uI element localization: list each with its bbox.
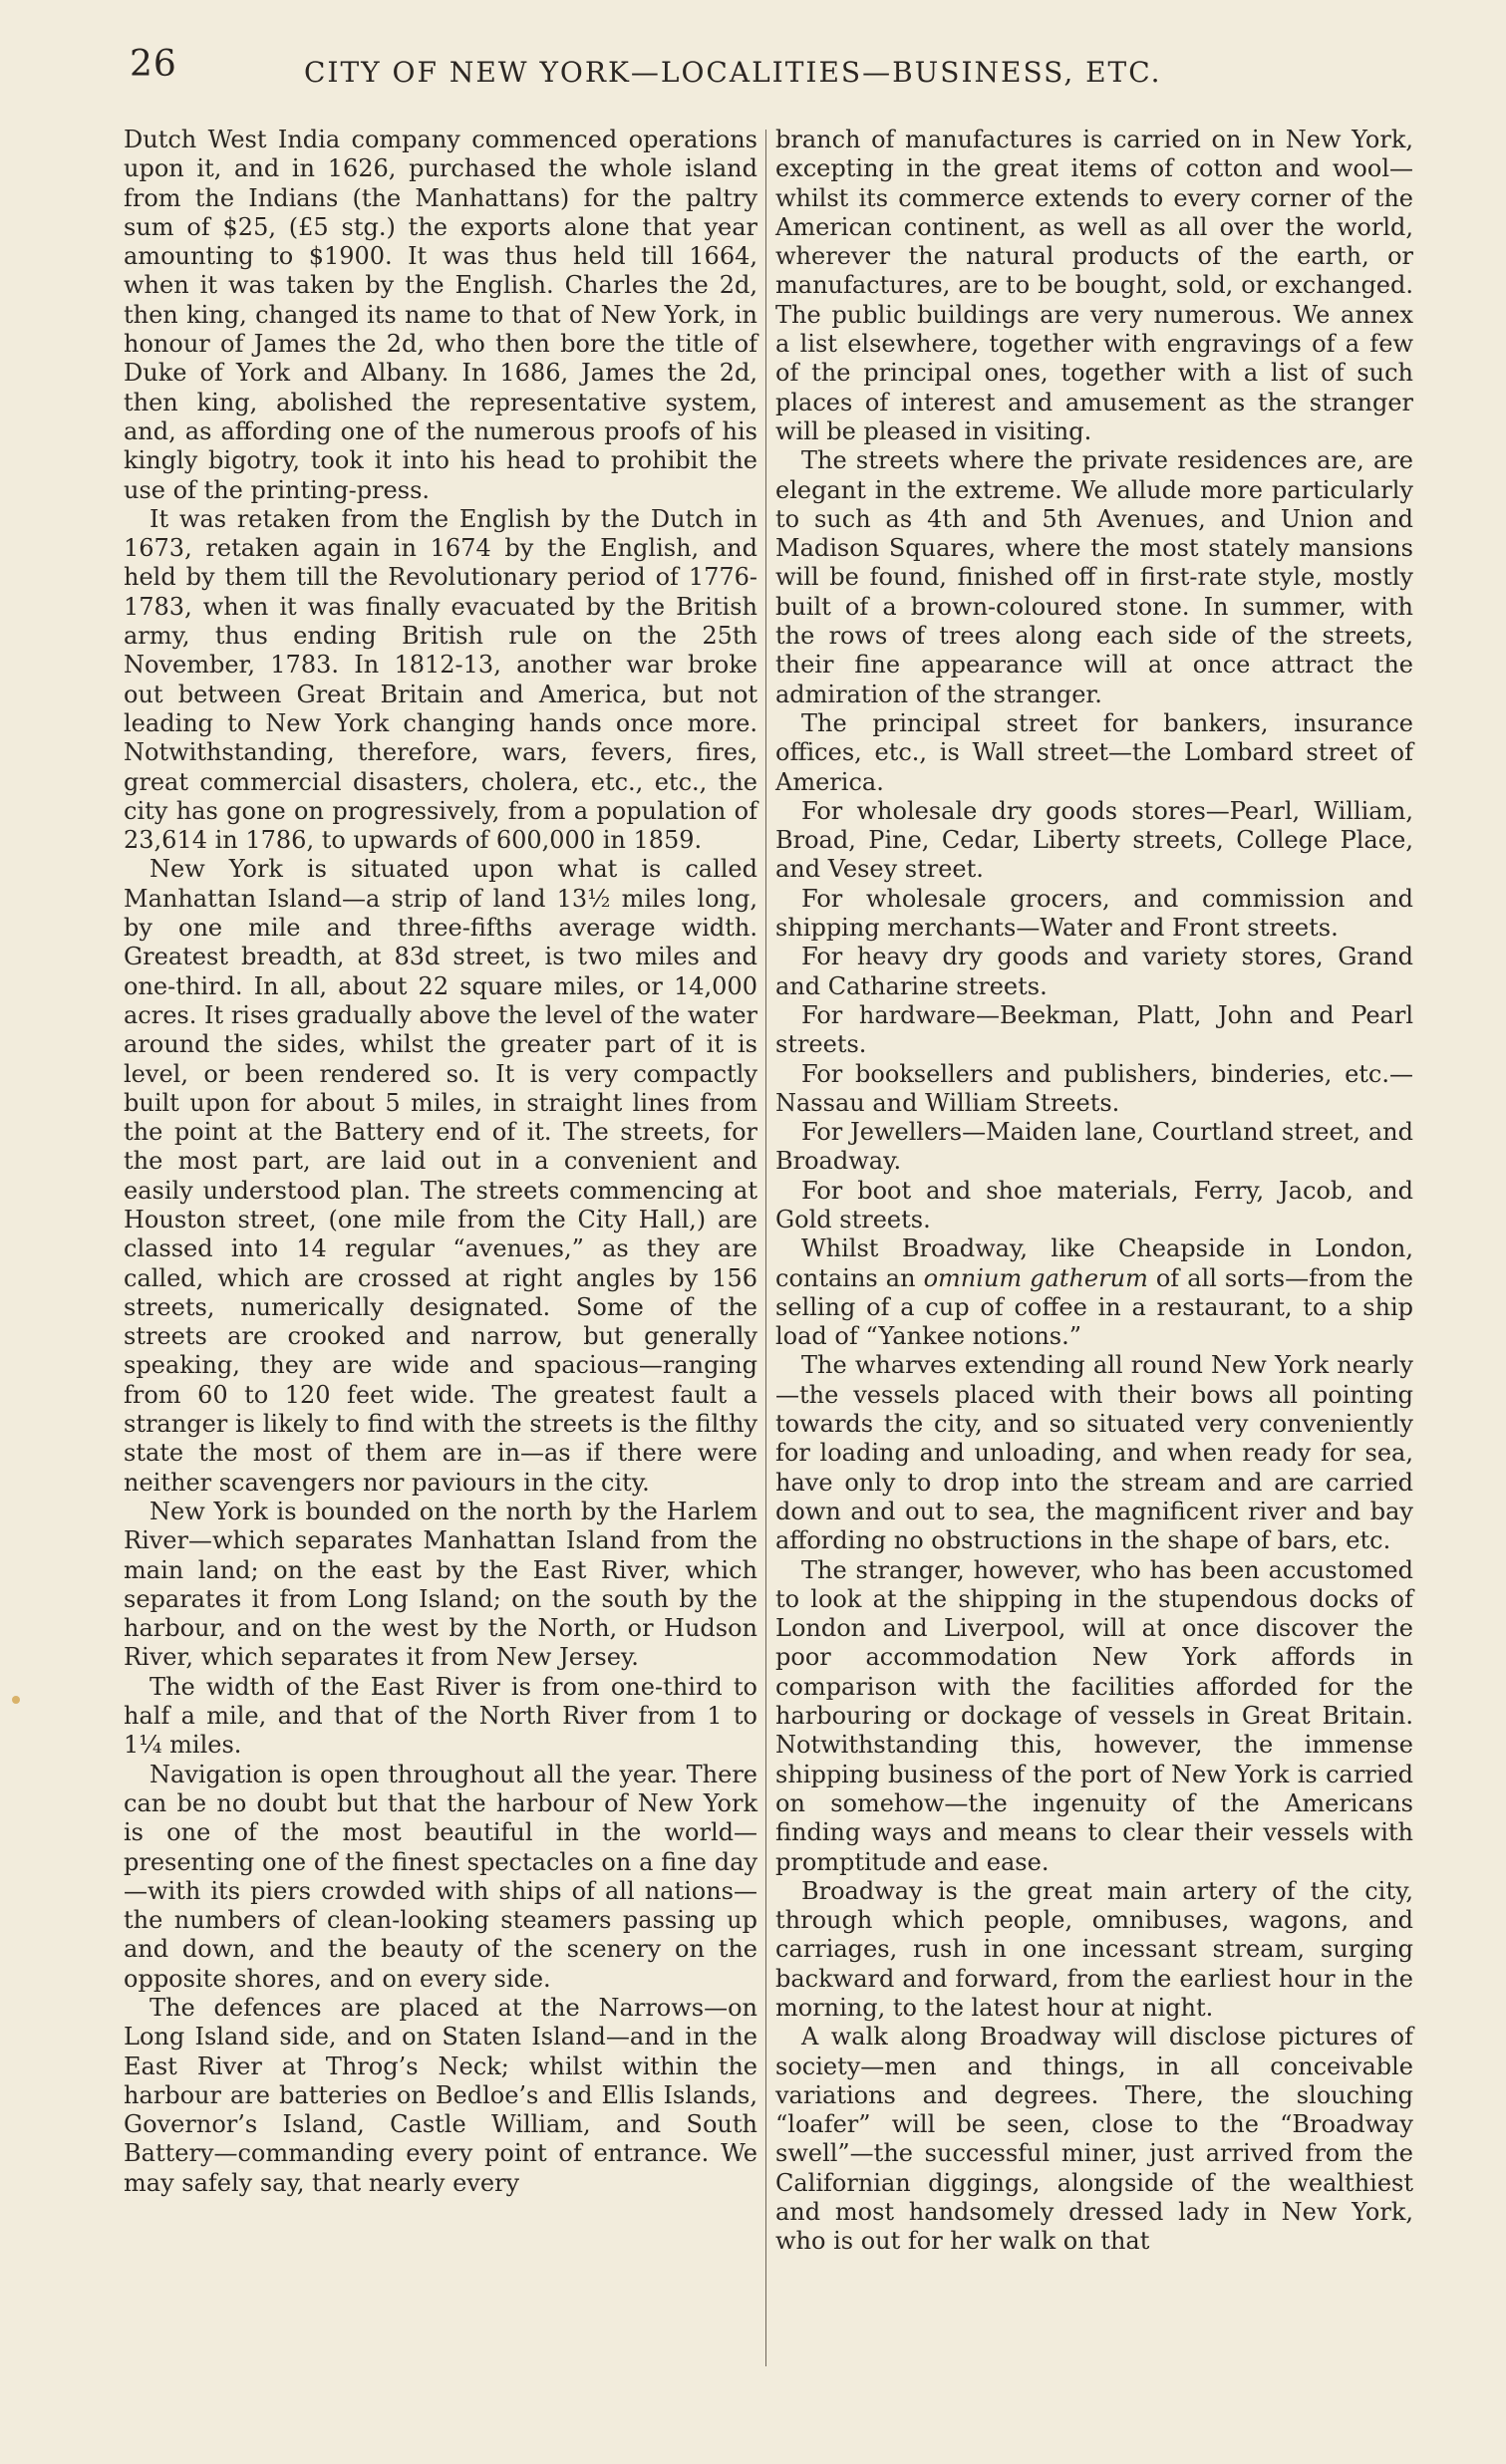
paragraph: The streets where the private residences are, are elegant in the extreme. We allude more particularly to such as 4th and 5th Avenues, and Union and Madison Squares, where the most stately mansions will be found, finished off in first-rate style, mostly built of a brown-coloured stone. In summer, with the rows of trees along each side of the streets, their fine appearance will at once attract the admiration of the stranger. — [775, 446, 1413, 708]
text-run: Whilst Broadway, like Cheapside in London, contains an — [775, 1234, 1413, 1292]
paragraph: New York is bounded on the north by the Harlem River—which separates Manhattan Island from the main land; on the east by the East River, which separates it from Long Island; on the south by the harbour, and on the west by the North, or Hudson River, which separates it from New Jersey. — [124, 1497, 757, 1672]
paragraph — [775, 1234, 1413, 1351]
paragraph: Dutch West India company commenced operations upon it, and in 1626, purchased the whole island from the Indians (the Manhattans) for the paltry sum of $25, (£5 stg.) the exports alone that year amounting to $1900. It was thus held till 1664, when it was taken by the English. Charles the 2d, then king, changed its name to that of New York, in honour of James the 2d, who then bore the title of Duke of York and Albany. In 1686, James the 2d, then king, abolished the representative system, and, as affording one of the numerous proofs of his kingly bigotry, took it into his head to prohibit the use of the printing-press. — [124, 126, 757, 504]
italic-phrase: omnium gatherum — [923, 1263, 1148, 1292]
paragraph: It was retaken from the English by the Dutch in 1673, retaken again in 1674 by the English, and held by them till the Revolutionary period of 1776-1783, when it was finally evacuated by the British army, thus ending British rule on the 25th November, 1783. In 1812-13, another war broke out between Great Britain and America, but not leading to New York changing hands once more. Notwithstanding, therefore, wars, fevers, fires, great commercial disasters, cholera, etc., etc., the city has gone on progressively, from a population of 23,614 in 1786, to upwards of 600,000 in 1859. — [124, 504, 757, 855]
paragraph: For boot and shoe materials, Ferry, Jacob, and Gold streets. — [775, 1176, 1413, 1233]
paragraph: branch of manufactures is carried on in New York, excepting in the great items of cotton and wool—whilst its commerce extends to every corner of the American continent, as well as all over the world, wherever the natural products of the earth, or manufactures, are to be bought, sold, or exchanged. The public buildings are very numerous. We annex a list elsewhere, together with engravings of a few of the principal ones, together with a list of such places of interest and amusement as the stranger will be pleased in visiting. — [775, 126, 1413, 445]
paragraph: New York is situated upon what is called Manhattan Island—a strip of land 13½ miles long, by one mile and three-fifths average width. Greatest breadth, at 83d street, is two miles and one-third. In all, about 22 square miles, or 14,000 acres. It rises gradually above the level of the water around the sides, whilst the greater part of it is level, or been rendered so. It is very compactly built upon for about 5 miles, in straight lines from the point at the Battery end of it. The streets, for the most part, are laid out in a convenient and easily understood plan. The streets commencing at Houston street, (one mile from the City Hall,) are classed into 14 regular “avenues,” as they are called, which are crossed at right angles by 156 streets, numerically designated. Some of the streets are crooked and narrow, but generally speaking, they are wide and spacious—ranging from 60 to 120 feet wide. The greatest fault a stranger is likely to find with the streets is the filthy state the most of them are in—as if there were neither scavengers nor paviours in the city. — [124, 855, 757, 1497]
paragraph: The stranger, however, who has been accustomed to look at the shipping in the stupendous docks of London and Liverpool, will at once discover the poor accommodation New York affords in comparison with the facilities afforded for the harbouring or dockage of vessels in Great Britain. Notwithstanding this, however, the immense shipping business of the port of New York is carried on somehow—the ingenuity of the Americans finding ways and means to clear their vessels with promptitude and ease. — [775, 1555, 1413, 1876]
paragraph: The principal street for bankers, insurance offices, etc., is Wall street—the Lombard street of America. — [775, 708, 1413, 796]
paragraph: For booksellers and publishers, binderies, etc.—Nassau and William Streets. — [775, 1059, 1413, 1117]
paragraph: The width of the East River is from one-third to half a mile, and that of the North River from 1 to 1¼ miles. — [124, 1672, 757, 1760]
paragraph: The defences are placed at the Narrows—on Long Island side, and on Staten Island—and in the East River at Throg’s Neck; whilst within the harbour are batteries on Bedloe’s and Ellis Islands, Governor’s Island, Castle William, and South Battery—commanding every point of entrance. We may safely say, that nearly every — [124, 1994, 757, 2197]
paragraph: Broadway is the great main artery of the city, through which people, omnibuses, wagons, and carriages, rush in one incessant stream, surging backward and forward, from the earliest hour in the morning, to the latest hour at night. — [775, 1876, 1413, 2022]
paragraph: Navigation is open throughout all the year. There can be no doubt but that the harbour of New York is one of the most beautiful in the world—presenting one of the finest spectacles on a fine day—with its piers crowded with ships of all nations—the numbers of clean-looking steamers passing up and down, and the beauty of the scenery on the opposite shores, and on every side. — [124, 1760, 757, 1993]
margin-mark — [12, 1696, 20, 1704]
text-run: of all sorts—from the selling of a cup of coffee in a restaurant, to a ship load of “Yankee notions.” — [775, 1263, 1413, 1351]
running-title: CITY OF NEW YORK—LOCALITIES—BUSINESS, ETC. — [304, 56, 1162, 89]
left-column — [124, 126, 757, 2198]
paragraph: For wholesale grocers, and commission and shipping merchants—Water and Front streets. — [775, 884, 1413, 943]
page-number: 26 — [130, 44, 177, 85]
paragraph: A walk along Broadway will disclose pictures of society—men and things, in all conceivable variations and degrees. There, the slouching “loafer” will be seen, close to the “Broadway swell”—the successful miner, just arrived from the Californian diggings, alongside of the wealthiest and most handsomely dressed lady in New York, who is out for her walk on that — [775, 2023, 1413, 2256]
paragraph: For hardware—Beekman, Platt, John and Pearl streets. — [775, 1000, 1413, 1059]
column-divider — [765, 130, 766, 2366]
paragraph: The wharves extending all round New York nearly—the vessels placed with their bows all pointing towards the city, and so situated very conveniently for loading and unloading, and when ready for sea, have only to drop into the stream and are carried down and out to sea, the magnificent river and bay affording no obstructions in the shape of bars, etc. — [775, 1351, 1413, 1555]
paragraph: For Jewellers—Maiden lane, Courtland street, and Broadway. — [775, 1118, 1413, 1176]
paragraph: For wholesale dry goods stores—Pearl, William, Broad, Pine, Cedar, Liberty streets, College Place, and Vesey street. — [775, 796, 1413, 884]
right-column — [775, 126, 1413, 2257]
paragraph: For heavy dry goods and variety stores, Grand and Catharine streets. — [775, 943, 1413, 1000]
